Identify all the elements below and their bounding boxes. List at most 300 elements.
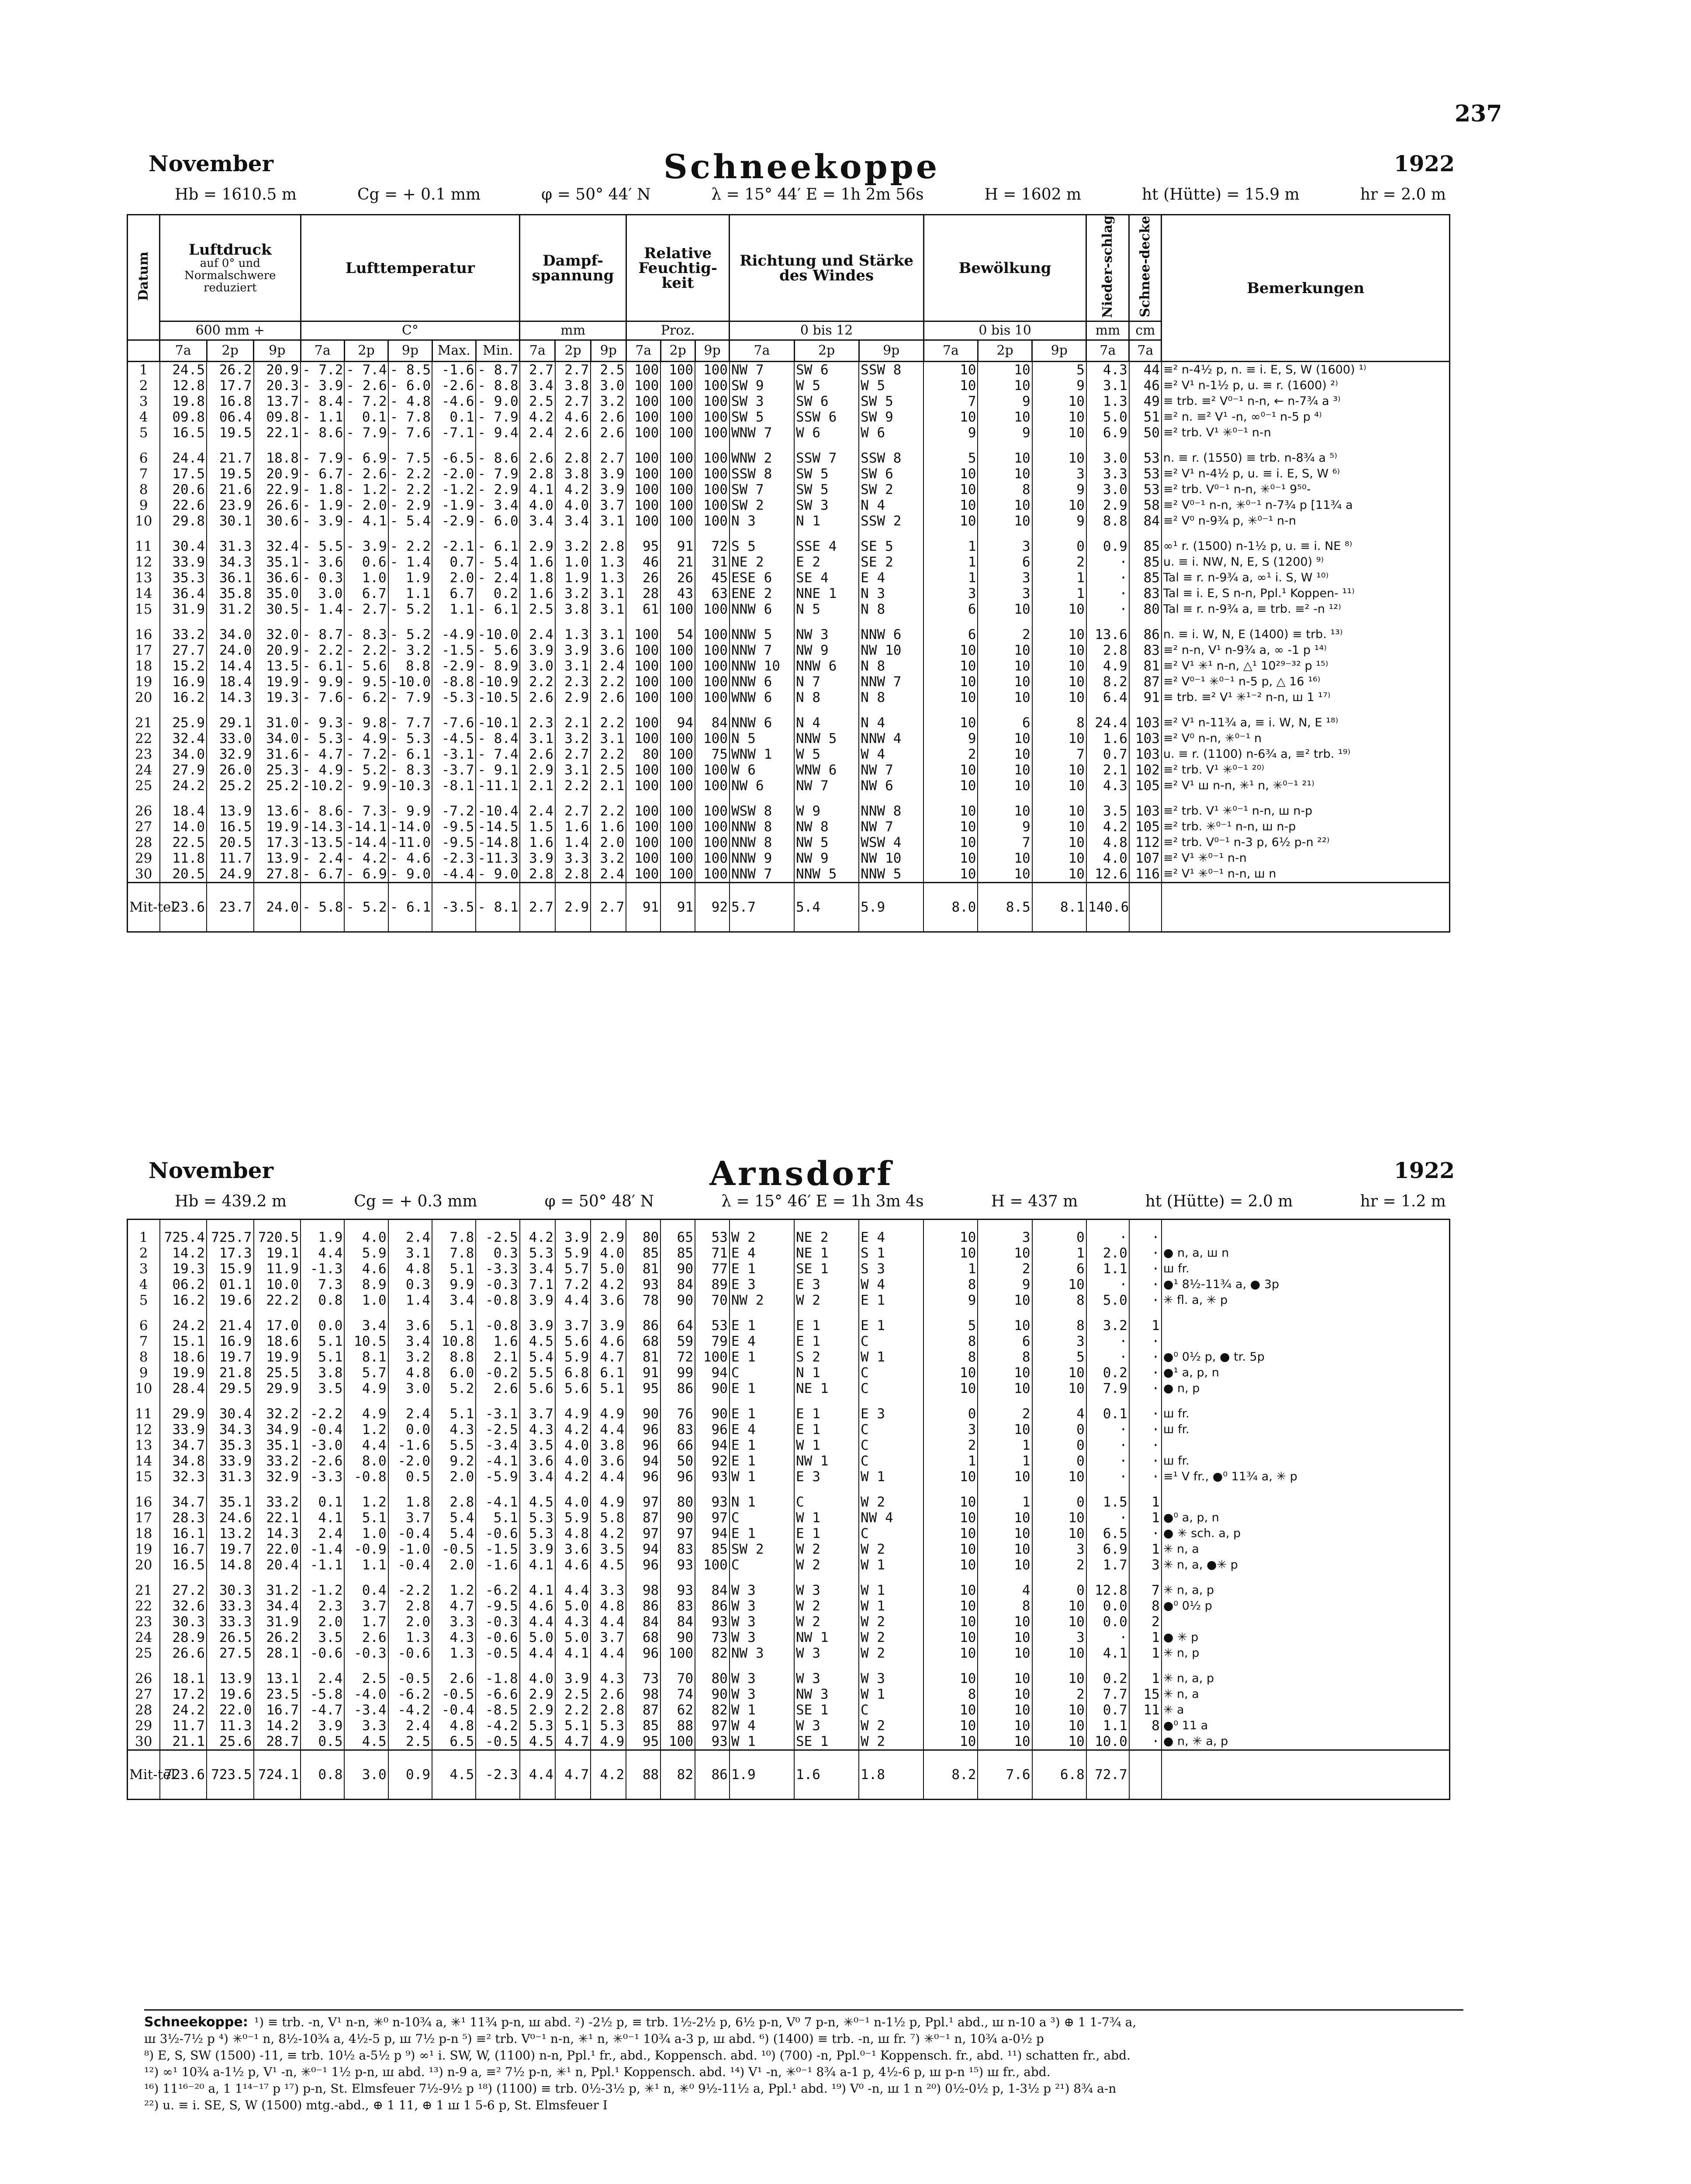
- table-row: [128, 690, 1450, 705]
- spacer-cell: [794, 1661, 859, 1671]
- value-cell: -0.8: [344, 1469, 388, 1485]
- value-cell: -5.9: [476, 1469, 519, 1485]
- spacer-cell: [555, 1573, 591, 1583]
- value-cell: 105: [1129, 819, 1162, 835]
- value-cell: 81: [626, 1261, 660, 1277]
- day-cell: 7: [128, 1334, 160, 1349]
- value-cell: - 7.6: [301, 690, 344, 705]
- value-cell: 17.3: [207, 1245, 254, 1261]
- value-cell: NE 1: [794, 1245, 859, 1261]
- value-cell: 58: [1129, 498, 1162, 513]
- value-cell: 30.4: [207, 1406, 254, 1422]
- value-cell: N 5: [794, 601, 859, 617]
- table-row: [128, 1453, 1450, 1469]
- value-cell: 10: [978, 409, 1032, 425]
- spacer-cell: [626, 1396, 660, 1406]
- day-cell: 11: [128, 1406, 160, 1422]
- value-cell: 33.9: [160, 1422, 207, 1438]
- value-cell: 10: [1032, 1645, 1086, 1661]
- value-cell: 10: [978, 513, 1032, 529]
- value-cell: 8: [978, 482, 1032, 498]
- value-cell: 97: [626, 1526, 660, 1541]
- table-row: [128, 1598, 1450, 1614]
- table-row: [128, 1510, 1450, 1526]
- value-cell: 1.3: [591, 570, 626, 586]
- value-cell: 26.2: [254, 1630, 301, 1645]
- value-cell: NNW 5: [794, 866, 859, 883]
- value-cell: W 3: [730, 1614, 794, 1630]
- spacer-cell: [1086, 617, 1129, 627]
- value-cell: 0: [1032, 1230, 1086, 1245]
- value-cell: 9: [923, 425, 978, 441]
- value-cell: E 1: [794, 1406, 859, 1422]
- value-cell: 51: [1129, 409, 1162, 425]
- value-cell: 8: [1032, 1292, 1086, 1308]
- spacer-cell: [476, 794, 519, 803]
- value-cell: NNW 7: [730, 866, 794, 883]
- value-cell: 5.9: [859, 883, 923, 932]
- spacer-cell: [555, 1661, 591, 1671]
- value-cell: 2.6: [520, 450, 555, 466]
- value-cell: ·: [1129, 1453, 1162, 1469]
- value-cell: W 3: [730, 1671, 794, 1686]
- table-row: [128, 362, 1450, 378]
- value-cell: -10.1: [476, 715, 519, 731]
- value-cell: NNW 5: [859, 866, 923, 883]
- spacer-cell: [301, 1308, 344, 1318]
- spacer-cell: [1086, 1573, 1129, 1583]
- value-cell: -6.2: [388, 1686, 432, 1702]
- value-cell: 100: [695, 425, 730, 441]
- remark-cell: ≡ trb. ≡² V⁰⁻¹ n-n, ← n-7¾ a ³⁾: [1162, 394, 1450, 409]
- obs-2p: 2p: [660, 340, 695, 362]
- value-cell: 1.9: [555, 570, 591, 586]
- value-cell: 3: [978, 539, 1032, 554]
- value-cell: 2.5: [344, 1671, 388, 1686]
- value-cell: - 7.2: [344, 394, 388, 409]
- value-cell: 10: [1032, 601, 1086, 617]
- spacer-cell: [432, 1573, 476, 1583]
- value-cell: 3.4: [520, 1469, 555, 1485]
- value-cell: 94: [660, 715, 695, 731]
- value-cell: -3.4: [476, 1438, 519, 1453]
- obs-7a: 7a: [1086, 340, 1129, 362]
- value-cell: 2.5: [520, 394, 555, 409]
- value-cell: 10: [978, 690, 1032, 705]
- spacer-cell: [344, 441, 388, 450]
- value-cell: -0.8: [476, 1318, 519, 1334]
- value-cell: 10: [978, 1541, 1032, 1557]
- value-cell: 4.2: [520, 1230, 555, 1245]
- value-cell: 6.8: [1032, 1750, 1086, 1800]
- value-cell: 10: [1032, 425, 1086, 441]
- value-cell: 44: [1129, 362, 1162, 378]
- day-cell: 11: [128, 539, 160, 554]
- value-cell: 85: [1129, 554, 1162, 570]
- value-cell: 84: [626, 1614, 660, 1630]
- spacer-cell: [207, 794, 254, 803]
- value-cell: 73: [695, 1630, 730, 1645]
- value-cell: 71: [695, 1245, 730, 1261]
- spacer-cell: [695, 1573, 730, 1583]
- value-cell: 72: [695, 539, 730, 554]
- value-cell: W 2: [794, 1557, 859, 1573]
- value-cell: 4.6: [591, 1334, 626, 1349]
- value-cell: W 9: [794, 803, 859, 819]
- value-cell: NNW 6: [859, 627, 923, 643]
- value-cell: NW 1: [794, 1453, 859, 1469]
- value-cell: 22.1: [254, 425, 301, 441]
- value-cell: 19.7: [207, 1541, 254, 1557]
- row-separator: [128, 1308, 1450, 1318]
- value-cell: E 1: [730, 1318, 794, 1334]
- spacer-cell: [476, 1220, 519, 1230]
- value-cell: 4.8: [591, 1598, 626, 1614]
- unit-cloud: 0 bis 10: [923, 321, 1086, 340]
- value-cell: E 1: [794, 1526, 859, 1541]
- table-row: [128, 513, 1450, 529]
- value-cell: 2.7: [555, 362, 591, 378]
- value-cell: 53: [695, 1318, 730, 1334]
- value-cell: 8: [1129, 1598, 1162, 1614]
- table-row: [128, 1438, 1450, 1453]
- value-cell: -1.2: [432, 482, 476, 498]
- value-cell: 13.9: [207, 1671, 254, 1686]
- value-cell: W 5: [794, 746, 859, 762]
- value-cell: 35.3: [207, 1438, 254, 1453]
- value-cell: W 1: [859, 1686, 923, 1702]
- value-cell: - 7.8: [388, 409, 432, 425]
- value-cell: 100: [695, 674, 730, 690]
- value-cell: NE 2: [794, 1230, 859, 1245]
- value-cell: 72: [660, 1349, 695, 1365]
- value-cell: 94: [695, 1365, 730, 1381]
- value-cell: 10: [923, 1671, 978, 1686]
- value-cell: 1.0: [344, 570, 388, 586]
- value-cell: 1: [978, 1438, 1032, 1453]
- value-cell: 32.2: [254, 1406, 301, 1422]
- value-cell: SE 1: [794, 1261, 859, 1277]
- value-cell: 75: [695, 746, 730, 762]
- value-cell: 2.2: [555, 778, 591, 794]
- day-cell: 28: [128, 1702, 160, 1718]
- spacer-cell: [794, 1485, 859, 1494]
- spacer-cell: [1162, 794, 1450, 803]
- param: H = 1602 m: [984, 186, 1082, 204]
- value-cell: 10: [923, 1734, 978, 1750]
- value-cell: 100: [695, 690, 730, 705]
- value-cell: -3.1: [432, 746, 476, 762]
- value-cell: NW 9: [794, 643, 859, 658]
- value-cell: 27.7: [160, 643, 207, 658]
- value-cell: 2.9: [555, 883, 591, 932]
- day-cell: 3: [128, 394, 160, 409]
- value-cell: 85: [626, 1718, 660, 1734]
- value-cell: 32.9: [207, 746, 254, 762]
- value-cell: 3: [978, 570, 1032, 586]
- spacer-cell: [160, 1573, 207, 1583]
- value-cell: 100: [626, 778, 660, 794]
- value-cell: 2.0: [1086, 1245, 1129, 1261]
- remark-cell: ● ✳ p: [1162, 1630, 1450, 1645]
- value-cell: 10: [923, 409, 978, 425]
- mean-row: [128, 1750, 1450, 1800]
- value-cell: 10: [1032, 643, 1086, 658]
- remark-cell: ≡² n-4½ p, n. ≡ i. E, S, W (1600) ¹⁾: [1162, 362, 1450, 378]
- remark-cell: ≡² n-n, V¹ n-9¾ a, ∞ -1 p ¹⁴⁾: [1162, 643, 1450, 658]
- spacer-cell: [591, 1220, 626, 1230]
- remark-cell: [1162, 1494, 1450, 1510]
- spacer-cell: [555, 705, 591, 715]
- value-cell: W 5: [794, 378, 859, 394]
- value-cell: -3.5: [432, 883, 476, 932]
- value-cell: 1: [923, 570, 978, 586]
- value-cell: 100: [660, 746, 695, 762]
- value-cell: 1.0: [344, 1526, 388, 1541]
- value-cell: 0.7: [1086, 746, 1129, 762]
- value-cell: C: [859, 1422, 923, 1438]
- value-cell: 3.4: [344, 1318, 388, 1334]
- value-cell: - 7.3: [344, 803, 388, 819]
- value-cell: 94: [695, 1526, 730, 1541]
- value-cell: NW 5: [794, 835, 859, 850]
- value-cell: 85: [660, 1245, 695, 1261]
- value-cell: -0.5: [476, 1734, 519, 1750]
- value-cell: 6.7: [344, 586, 388, 601]
- row-separator: [128, 1396, 1450, 1406]
- value-cell: 100: [695, 466, 730, 482]
- value-cell: SW 5: [794, 482, 859, 498]
- day-cell: 22: [128, 1598, 160, 1614]
- value-cell: 100: [626, 450, 660, 466]
- value-cell: 0.9: [1086, 539, 1129, 554]
- value-cell: -14.5: [476, 819, 519, 835]
- value-cell: 100: [695, 627, 730, 643]
- value-cell: ·: [1086, 554, 1129, 570]
- spacer-cell: [1032, 1661, 1086, 1671]
- value-cell: 8: [923, 1349, 978, 1365]
- value-cell: - 9.0: [476, 394, 519, 409]
- value-cell: 1.1: [1086, 1718, 1129, 1734]
- value-cell: SE 5: [859, 539, 923, 554]
- value-cell: E 1: [730, 1381, 794, 1396]
- spacer-cell: [794, 794, 859, 803]
- value-cell: 10.8: [432, 1334, 476, 1349]
- value-cell: 4.4: [344, 1438, 388, 1453]
- value-cell: 100: [695, 601, 730, 617]
- value-cell: 2: [1032, 1686, 1086, 1702]
- value-cell: 28.1: [254, 1645, 301, 1661]
- table-row: [128, 425, 1450, 441]
- remark-cell: [1162, 883, 1450, 932]
- day-cell: 14: [128, 1453, 160, 1469]
- day-cell: 9: [128, 498, 160, 513]
- value-cell: 100: [660, 394, 695, 409]
- value-cell: 10: [1032, 627, 1086, 643]
- value-cell: -0.3: [344, 1645, 388, 1661]
- value-cell: 1.1: [388, 586, 432, 601]
- value-cell: 10: [1032, 450, 1086, 466]
- spacer-cell: [207, 705, 254, 715]
- value-cell: 9: [1032, 482, 1086, 498]
- value-cell: 4.3: [591, 1671, 626, 1686]
- value-cell: 4.0: [555, 1438, 591, 1453]
- spacer-cell: [1129, 1308, 1162, 1318]
- value-cell: 10: [978, 1510, 1032, 1526]
- value-cell: 28.9: [160, 1630, 207, 1645]
- value-cell: W 3: [730, 1630, 794, 1645]
- table-row: [128, 1365, 1450, 1381]
- value-cell: 10: [923, 674, 978, 690]
- value-cell: - 9.3: [301, 715, 344, 731]
- spacer-cell: [432, 1308, 476, 1318]
- value-cell: 4.6: [555, 1557, 591, 1573]
- value-cell: 19.6: [207, 1292, 254, 1308]
- spacer-cell: [1162, 1220, 1450, 1230]
- value-cell: -4.2: [388, 1702, 432, 1718]
- value-cell: 2.9: [520, 539, 555, 554]
- value-cell: 0.0: [388, 1422, 432, 1438]
- spacer-cell: [1162, 441, 1450, 450]
- value-cell: 97: [626, 1494, 660, 1510]
- table-row: [128, 1645, 1450, 1661]
- spacer-cell: [254, 1661, 301, 1671]
- value-cell: 79: [695, 1334, 730, 1349]
- value-cell: -0.6: [476, 1526, 519, 1541]
- value-cell: 23.7: [207, 883, 254, 932]
- value-cell: -14.3: [301, 819, 344, 835]
- value-cell: SSW 8: [859, 362, 923, 378]
- day-cell: 19: [128, 674, 160, 690]
- value-cell: 2.9: [520, 1686, 555, 1702]
- value-cell: -0.3: [476, 1277, 519, 1292]
- value-cell: 3: [1032, 1541, 1086, 1557]
- value-cell: 1.3: [555, 627, 591, 643]
- value-cell: -10.3: [388, 778, 432, 794]
- value-cell: 107: [1129, 850, 1162, 866]
- value-cell: - 5.2: [388, 601, 432, 617]
- value-cell: NNW 6: [794, 658, 859, 674]
- value-cell: 31.0: [254, 715, 301, 731]
- value-cell: WSW 8: [730, 803, 794, 819]
- value-cell: 5.1: [555, 1718, 591, 1734]
- value-cell: SW 5: [859, 394, 923, 409]
- value-cell: 5.1: [344, 1510, 388, 1526]
- remark-cell: ●⁰ a, p, n: [1162, 1510, 1450, 1526]
- day-cell: 10: [128, 1381, 160, 1396]
- value-cell: - 8.7: [476, 362, 519, 378]
- table-row: [128, 378, 1450, 394]
- value-cell: 90: [660, 1510, 695, 1526]
- spacer-cell: [1162, 705, 1450, 715]
- value-cell: 6.4: [1086, 690, 1129, 705]
- value-cell: 2.7: [520, 362, 555, 378]
- day-cell: 12: [128, 1422, 160, 1438]
- value-cell: 2.4: [591, 658, 626, 674]
- table-row: [128, 1614, 1450, 1630]
- value-cell: 14.2: [160, 1245, 207, 1261]
- value-cell: 0.7: [1086, 1702, 1129, 1718]
- value-cell: W 6: [859, 425, 923, 441]
- value-cell: 21.6: [207, 482, 254, 498]
- value-cell: 1: [1129, 1541, 1162, 1557]
- spacer-cell: [520, 1308, 555, 1318]
- value-cell: 3.5: [520, 1438, 555, 1453]
- value-cell: 1.7: [344, 1614, 388, 1630]
- value-cell: -0.5: [432, 1686, 476, 1702]
- value-cell: 83: [660, 1598, 695, 1614]
- spacer-cell: [254, 1396, 301, 1406]
- spacer-cell: [859, 1485, 923, 1494]
- spacer-cell: [344, 1573, 388, 1583]
- value-cell: 27.5: [207, 1645, 254, 1661]
- value-cell: 14.0: [160, 819, 207, 835]
- value-cell: 22.6: [160, 498, 207, 513]
- value-cell: 3.1: [591, 731, 626, 746]
- value-cell: 100: [660, 674, 695, 690]
- value-cell: 92: [695, 1453, 730, 1469]
- value-cell: 10: [1032, 1510, 1086, 1526]
- value-cell: 3.9: [591, 1318, 626, 1334]
- value-cell: 1.2: [344, 1494, 388, 1510]
- day-cell: 5: [128, 1292, 160, 1308]
- value-cell: 100: [626, 378, 660, 394]
- value-cell: 1.5: [1086, 1494, 1129, 1510]
- value-cell: 100: [626, 643, 660, 658]
- value-cell: 86: [695, 1598, 730, 1614]
- value-cell: 5.1: [476, 1510, 519, 1526]
- value-cell: SW 9: [859, 409, 923, 425]
- value-cell: - 3.9: [301, 513, 344, 529]
- spacer-cell: [730, 1485, 794, 1494]
- value-cell: 80: [660, 1494, 695, 1510]
- spacer-cell: [730, 1220, 794, 1230]
- spacer-cell: [859, 441, 923, 450]
- header-remarks: Bemerkungen: [1162, 215, 1450, 362]
- obs-2p: 2p: [555, 340, 591, 362]
- table-row: [128, 1557, 1450, 1573]
- value-cell: 85: [695, 1541, 730, 1557]
- value-cell: 100: [660, 643, 695, 658]
- spacer-cell: [859, 794, 923, 803]
- value-cell: 1.4: [388, 1292, 432, 1308]
- obs-9p: 9p: [388, 340, 432, 362]
- value-cell: 8: [923, 1686, 978, 1702]
- remark-cell: ≡² trb. V¹ ✳⁰⁻¹ n-n: [1162, 425, 1450, 441]
- value-cell: 53: [1129, 466, 1162, 482]
- value-cell: 3.4: [388, 1334, 432, 1349]
- value-cell: 3.1: [591, 627, 626, 643]
- value-cell: 3.6: [591, 1453, 626, 1469]
- day-cell: 30: [128, 1734, 160, 1750]
- value-cell: 8: [1032, 715, 1086, 731]
- value-cell: 35.8: [207, 586, 254, 601]
- value-cell: 13.5: [254, 658, 301, 674]
- value-cell: 33.3: [207, 1598, 254, 1614]
- value-cell: 3.2: [591, 850, 626, 866]
- value-cell: 0.3: [388, 1277, 432, 1292]
- value-cell: 1: [978, 1494, 1032, 1510]
- value-cell: 100: [660, 762, 695, 778]
- value-cell: - 5.6: [344, 658, 388, 674]
- spacer-cell: [388, 441, 432, 450]
- value-cell: 2.3: [555, 674, 591, 690]
- spacer-cell: [730, 1573, 794, 1583]
- param: H = 437 m: [991, 1192, 1078, 1210]
- spacer-cell: [301, 1220, 344, 1230]
- value-cell: 2.3: [301, 1598, 344, 1614]
- spacer-cell: [591, 1573, 626, 1583]
